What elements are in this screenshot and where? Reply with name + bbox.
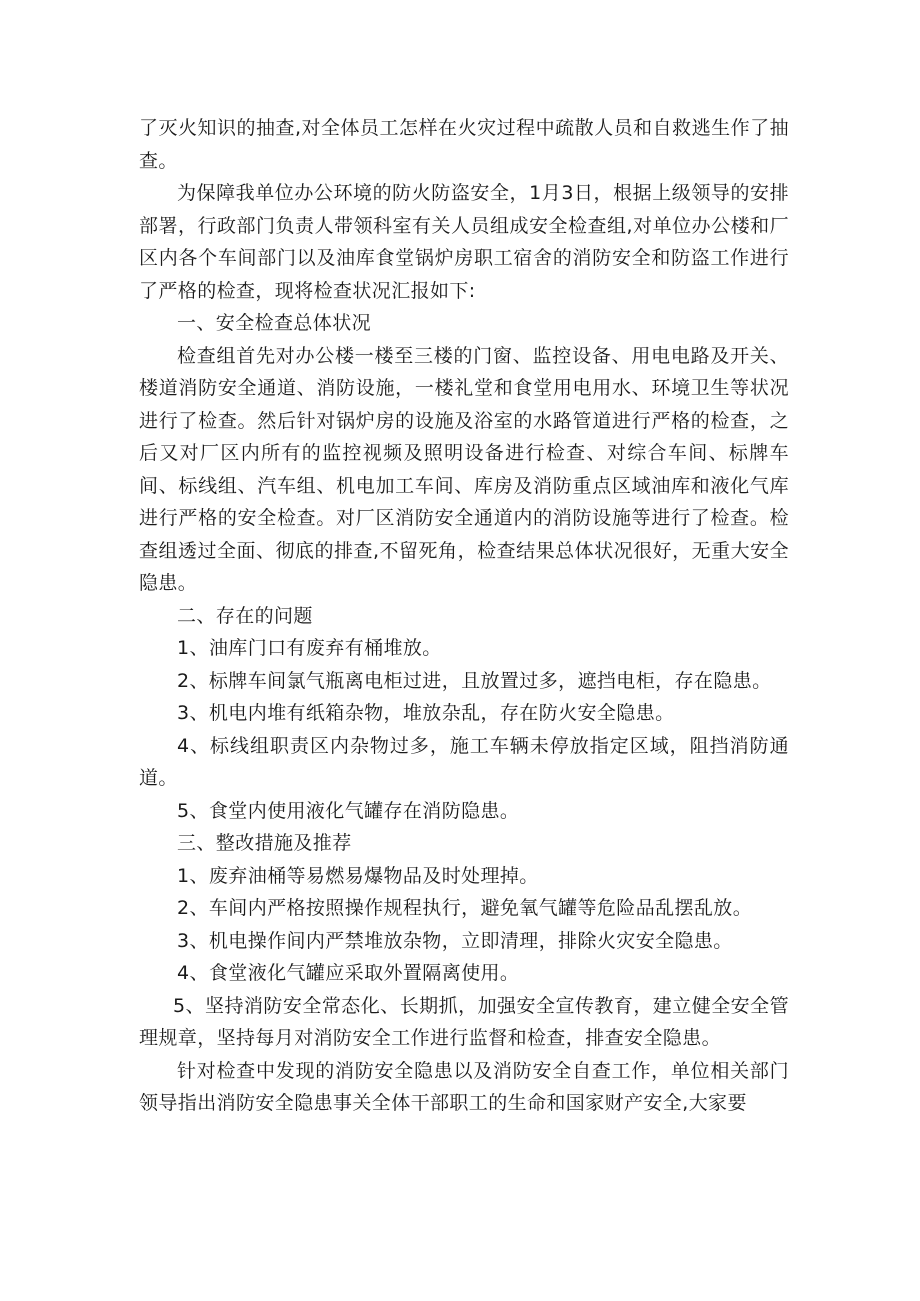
list-item: 3、机电内堆有纸箱杂物，堆放杂乱，存在防火安全隐患。 xyxy=(177,702,675,724)
document-body xyxy=(139,112,789,1120)
paragraph: 针对检查中发现的消防安全隐患以及消防安全自查工作，单位相关部门领导指出消防安全隐患事关全体干部职工的生命和国家财产安全,大家要 xyxy=(139,1059,789,1114)
list-item: 3、机电操作间内严禁堆放杂物，立即清理，排除火灾安全隐患。 xyxy=(177,929,733,952)
section-heading: 一、安全检查总体状况 xyxy=(177,312,372,334)
paragraph: 检查组首先对办公楼一楼至三楼的门窗、监控设备、用电电路及开关、楼道消防安全通道、消防设施，一楼礼堂和食堂用电用水、环境卫生等状况进行了检查。然后针对锅炉房的设施及浴室的水路管道进行严格的检查，之后又对厂区内所有的监控视频及照明设备进行检查、对综合车间、标牌车间、标线组、汽车组、机电加工车间、库房及消防重点区域油库和液化气库进行严格的安全检查。对厂区消防安全通道内的消防设施等进行了检查。检查组透过全面、彻底的排查,不留死角，检查结果总体状况很好，无重大安全隐患。 xyxy=(139,344,789,594)
list-item: 4、标线组职责区内杂物过多，施工车辆未停放指定区域，阻挡消防通道。 xyxy=(139,734,789,789)
list-item: 2、车间内严格按照操作规程执行，避免氧气罐等危险品乱摆乱放。 xyxy=(177,897,753,919)
list-item: 1、废弃油桶等易燃易爆物品及时处理掉。 xyxy=(177,864,539,887)
paragraph: 了灭火知识的抽查,对全体员工怎样在火灾过程中疏散人员和自救逃生作了抽查。 xyxy=(139,117,789,172)
list-item: 1、油库门口有废弃有桶堆放。 xyxy=(177,637,442,659)
paragraph: 为保障我单位办公环境的防火防盗安全，1月3日，根据上级领导的安排部署，行政部门负责人带领科室有关人员组成安全检查组,对单位办公楼和厂区内各个车间部门以及油库食堂锅炉房职工宿舍的消防安全和防盗工作进行了严格的检查，现将检查状况汇报如下: xyxy=(139,182,789,302)
list-item: 2、标牌车间氯气瓶离电柜过进，且放置过多，遮挡电柜，存在隐患。 xyxy=(177,669,772,692)
list-item: 4、食堂液化气罐应采取外置隔离使用。 xyxy=(177,962,520,984)
list-item: 5、食堂内使用液化气罐存在消防隐患。 xyxy=(177,799,520,822)
section-heading: 二、存在的问题 xyxy=(177,604,313,627)
section-heading: 三、整改措施及推荐 xyxy=(177,832,352,854)
list-item: 5、坚持消防安全常态化、长期抓，加强安全宣传教育，建立健全安全管理规章，坚持每月对消防安全工作进行监督和检查，排查安全隐患。 xyxy=(139,994,789,1049)
